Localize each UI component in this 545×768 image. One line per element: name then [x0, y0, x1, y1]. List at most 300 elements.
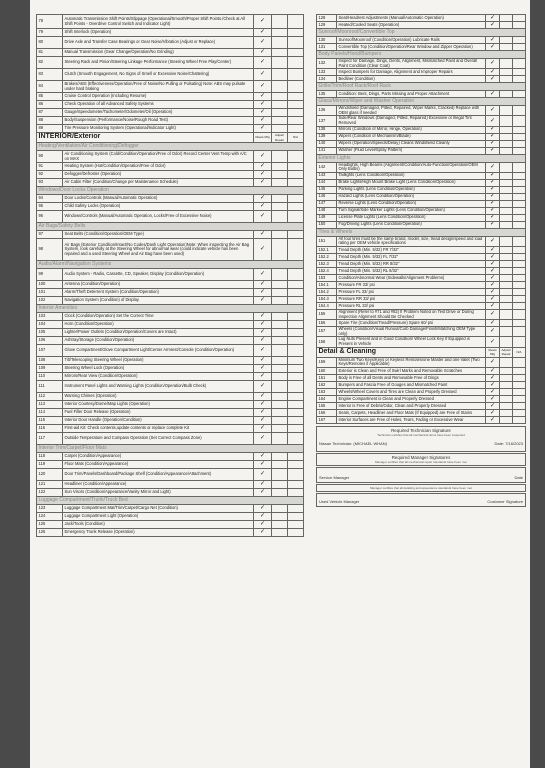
na-cell[interactable] — [288, 373, 304, 381]
adjust-repair-cell[interactable] — [500, 193, 513, 200]
meets-mfg-checkmark[interactable]: ✓ — [486, 367, 500, 374]
na-cell[interactable] — [513, 374, 526, 381]
adjust-repair-cell[interactable] — [500, 267, 513, 274]
na-cell[interactable] — [288, 239, 304, 261]
meets-mfg-checkmark[interactable]: ✓ — [486, 186, 500, 193]
meets-mfg-checkmark[interactable]: ✓ — [254, 425, 272, 433]
meets-mfg-checkmark[interactable]: ✓ — [254, 281, 272, 289]
na-cell[interactable] — [513, 193, 526, 200]
meets-mfg-checkmark[interactable]: ✓ — [254, 481, 272, 489]
meets-mfg-checkmark[interactable]: ✓ — [486, 320, 500, 327]
na-cell[interactable] — [513, 246, 526, 253]
adjust-repair-cell[interactable] — [500, 253, 513, 260]
na-cell[interactable] — [513, 267, 526, 274]
meets-mfg-checkmark[interactable]: ✓ — [254, 195, 272, 203]
meets-mfg-checkmark[interactable]: ✓ — [254, 69, 272, 81]
adjust-repair-cell[interactable] — [272, 15, 288, 29]
adjust-repair-cell[interactable] — [500, 162, 513, 172]
checklist-row — [37, 171, 304, 179]
adjust-repair-cell[interactable] — [272, 297, 288, 305]
meets-mfg-checkmark[interactable]: ✓ — [486, 267, 500, 274]
na-cell[interactable] — [513, 133, 526, 140]
na-cell[interactable] — [288, 321, 304, 329]
adjust-repair-cell[interactable] — [272, 505, 288, 513]
meets-mfg-checkmark[interactable]: ✓ — [486, 388, 500, 395]
meets-mfg-checkmark[interactable]: ✓ — [486, 200, 500, 207]
meets-mfg-checkmark[interactable]: ✓ — [486, 395, 500, 402]
meets-mfg-checkmark[interactable]: ✓ — [254, 337, 272, 345]
adjust-repair-cell[interactable] — [272, 489, 288, 497]
adjust-repair-cell[interactable] — [272, 329, 288, 337]
adjust-repair-cell[interactable] — [500, 221, 513, 228]
meets-mfg-checkmark[interactable]: ✓ — [254, 101, 272, 109]
adjust-repair-cell[interactable] — [500, 186, 513, 193]
adjust-repair-cell[interactable] — [500, 281, 513, 288]
adjust-repair-cell[interactable] — [272, 373, 288, 381]
adjust-repair-cell[interactable] — [500, 388, 513, 395]
meets-mfg-checkmark[interactable]: ✓ — [486, 147, 500, 154]
meets-mfg-checkmark[interactable]: ✓ — [254, 313, 272, 321]
meets-mfg-checkmark[interactable]: ✓ — [486, 106, 500, 116]
adjust-repair-cell[interactable] — [272, 57, 288, 69]
adjust-repair-cell[interactable] — [500, 381, 513, 388]
na-cell[interactable] — [288, 329, 304, 337]
adjust-repair-cell[interactable] — [272, 289, 288, 297]
na-cell[interactable] — [288, 513, 304, 521]
adjust-repair-cell[interactable] — [272, 469, 288, 481]
adjust-repair-cell[interactable] — [272, 461, 288, 469]
adjust-repair-cell[interactable] — [500, 374, 513, 381]
na-cell[interactable] — [513, 381, 526, 388]
adjust-repair-cell[interactable] — [500, 172, 513, 179]
adjust-repair-cell[interactable] — [272, 433, 288, 445]
meets-mfg-checkmark[interactable]: ✓ — [486, 133, 500, 140]
adjust-repair-cell[interactable] — [272, 151, 288, 163]
adjust-repair-cell[interactable] — [272, 101, 288, 109]
na-cell[interactable] — [513, 207, 526, 214]
meets-mfg-checkmark[interactable]: ✓ — [254, 521, 272, 529]
na-cell[interactable] — [513, 388, 526, 395]
adjust-repair-cell[interactable] — [500, 288, 513, 295]
na-cell[interactable] — [288, 231, 304, 239]
na-cell[interactable] — [513, 69, 526, 76]
na-cell[interactable] — [513, 44, 526, 51]
meets-mfg-checkmark[interactable]: ✓ — [254, 117, 272, 125]
na-cell[interactable] — [513, 302, 526, 309]
meets-mfg-checkmark[interactable]: ✓ — [486, 91, 500, 98]
meets-mfg-checkmark[interactable]: ✓ — [486, 309, 500, 319]
checklist-row — [37, 373, 304, 381]
meets-mfg-checkmark[interactable]: ✓ — [254, 365, 272, 373]
na-cell[interactable] — [288, 481, 304, 489]
na-cell[interactable] — [288, 49, 304, 57]
na-cell[interactable] — [288, 171, 304, 179]
adjust-repair-cell[interactable] — [272, 171, 288, 179]
meets-mfg-checkmark[interactable]: ✓ — [486, 327, 500, 337]
adjust-repair-cell[interactable] — [500, 395, 513, 402]
meets-mfg-checkmark[interactable]: ✓ — [254, 329, 272, 337]
na-cell[interactable] — [288, 195, 304, 203]
adjust-repair-cell[interactable] — [272, 409, 288, 417]
na-cell[interactable] — [513, 409, 526, 416]
checklist-row — [37, 49, 304, 57]
na-cell[interactable] — [288, 203, 304, 211]
na-cell[interactable] — [288, 69, 304, 81]
section-title: Sunroof/Moonroof/Convertible Top — [317, 29, 526, 37]
na-cell[interactable] — [513, 179, 526, 186]
meets-mfg-checkmark[interactable]: ✓ — [486, 253, 500, 260]
adjust-repair-cell[interactable] — [500, 320, 513, 327]
adjust-repair-cell[interactable] — [272, 195, 288, 203]
adjust-repair-cell[interactable] — [500, 59, 513, 69]
na-cell[interactable] — [513, 416, 526, 423]
adjust-repair-cell[interactable] — [272, 125, 288, 133]
na-cell[interactable] — [288, 521, 304, 529]
meets-mfg-checkmark[interactable]: ✓ — [486, 357, 500, 367]
na-cell[interactable] — [288, 461, 304, 469]
na-cell[interactable] — [288, 529, 304, 537]
meets-mfg-checkmark[interactable]: ✓ — [486, 281, 500, 288]
adjust-repair-cell[interactable] — [500, 327, 513, 337]
meets-mfg-checkmark[interactable]: ✓ — [254, 393, 272, 401]
meets-mfg-checkmark[interactable]: ✓ — [254, 453, 272, 461]
adjust-repair-cell[interactable] — [500, 409, 513, 416]
adjust-repair-cell[interactable] — [272, 49, 288, 57]
meets-mfg-checkmark[interactable]: ✓ — [486, 302, 500, 309]
na-cell[interactable] — [288, 453, 304, 461]
meets-mfg-checkmark[interactable]: ✓ — [254, 289, 272, 297]
adjust-repair-cell[interactable] — [500, 236, 513, 246]
na-cell[interactable] — [288, 269, 304, 281]
adjust-repair-cell[interactable] — [500, 126, 513, 133]
adjust-repair-cell[interactable] — [500, 274, 513, 281]
adjust-repair-cell[interactable] — [500, 309, 513, 319]
na-cell[interactable] — [513, 337, 526, 347]
adjust-repair-cell[interactable] — [500, 200, 513, 207]
na-cell[interactable] — [513, 200, 526, 207]
adjust-repair-cell[interactable] — [272, 381, 288, 393]
na-cell[interactable] — [288, 393, 304, 401]
na-cell[interactable] — [513, 37, 526, 44]
adjust-repair-cell[interactable] — [272, 417, 288, 425]
adjust-repair-cell[interactable] — [272, 529, 288, 537]
adjust-repair-cell[interactable] — [500, 44, 513, 51]
meets-mfg-checkmark[interactable]: ✓ — [486, 126, 500, 133]
na-cell[interactable] — [513, 162, 526, 172]
meets-mfg-checkmark[interactable]: ✓ — [486, 381, 500, 388]
adjust-repair-cell[interactable] — [272, 357, 288, 365]
meets-mfg-checkmark[interactable]: ✓ — [486, 402, 500, 409]
adjust-repair-cell[interactable] — [272, 401, 288, 409]
meets-mfg-checkmark[interactable]: ✓ — [254, 151, 272, 163]
na-cell[interactable] — [513, 106, 526, 116]
na-cell[interactable] — [288, 151, 304, 163]
meets-mfg-checkmark[interactable]: ✓ — [254, 345, 272, 357]
meets-mfg-checkmark[interactable]: ✓ — [486, 214, 500, 221]
na-cell[interactable] — [513, 214, 526, 221]
meets-mfg-checkmark[interactable]: ✓ — [254, 211, 272, 223]
na-cell[interactable] — [288, 409, 304, 417]
meets-mfg-checkmark[interactable]: ✓ — [254, 37, 272, 49]
meets-mfg-checkmark[interactable]: ✓ — [254, 489, 272, 497]
na-cell[interactable] — [513, 309, 526, 319]
na-cell[interactable] — [288, 211, 304, 223]
item-number: 96 — [37, 211, 63, 223]
meets-mfg-checkmark[interactable]: ✓ — [254, 269, 272, 281]
adjust-repair-cell[interactable] — [272, 481, 288, 489]
item-description: Clock (Condition/Operation) Set the Correct Time — [63, 313, 254, 321]
meets-mfg-checkmark[interactable]: ✓ — [254, 239, 272, 261]
na-cell[interactable] — [513, 15, 526, 22]
na-cell[interactable] — [288, 125, 304, 133]
meets-mfg-checkmark[interactable]: ✓ — [254, 513, 272, 521]
na-cell[interactable] — [513, 367, 526, 374]
na-cell[interactable] — [288, 489, 304, 497]
meets-mfg-checkmark[interactable]: ✓ — [254, 433, 272, 445]
adjust-repair-cell[interactable] — [500, 214, 513, 221]
meets-mfg-checkmark[interactable]: ✓ — [486, 295, 500, 302]
meets-mfg-checkmark[interactable]: ✓ — [254, 81, 272, 93]
meets-mfg-checkmark[interactable]: ✓ — [486, 172, 500, 179]
na-cell[interactable] — [288, 313, 304, 321]
meets-mfg-checkmark[interactable]: ✓ — [254, 381, 272, 393]
meets-mfg-checkmark[interactable]: ✓ — [486, 44, 500, 51]
adjust-repair-cell[interactable] — [500, 22, 513, 29]
manager-signature-title: Required Manager Signatures — [391, 454, 451, 460]
meets-mfg-checkmark[interactable]: ✓ — [486, 15, 500, 22]
meets-mfg-checkmark[interactable]: ✓ — [486, 22, 500, 29]
na-cell[interactable] — [513, 172, 526, 179]
na-cell[interactable] — [513, 140, 526, 147]
na-cell[interactable] — [288, 505, 304, 513]
item-description: Tire Pressure Monitoring System (Operational/Indicator Light) — [63, 125, 254, 133]
adjust-repair-cell[interactable] — [500, 260, 513, 267]
na-cell[interactable] — [288, 57, 304, 69]
adjust-repair-cell[interactable] — [500, 179, 513, 186]
adjust-repair-cell[interactable] — [272, 513, 288, 521]
adjust-repair-cell[interactable] — [500, 140, 513, 147]
meets-mfg-checkmark[interactable]: ✓ — [254, 163, 272, 171]
adjust-repair-cell[interactable] — [500, 133, 513, 140]
item-description: Seats, Carpets, Headliner and Floor Mats (If Equipped) are Free of Stains — [337, 409, 486, 416]
na-cell[interactable] — [288, 337, 304, 345]
item-description: Cruise Control Operation (Including Resume) — [63, 93, 254, 101]
adjust-repair-cell[interactable] — [272, 425, 288, 433]
adjust-repair-cell[interactable] — [500, 246, 513, 253]
na-cell[interactable] — [288, 357, 304, 365]
adjust-repair-cell[interactable] — [272, 37, 288, 49]
na-cell[interactable] — [288, 101, 304, 109]
meets-mfg-checkmark[interactable]: ✓ — [486, 416, 500, 423]
na-cell[interactable] — [288, 425, 304, 433]
na-cell[interactable] — [513, 147, 526, 154]
meets-mfg-checkmark[interactable]: ✓ — [486, 409, 500, 416]
meets-mfg-checkmark[interactable]: ✓ — [486, 246, 500, 253]
na-cell[interactable] — [513, 253, 526, 260]
adjust-repair-cell[interactable] — [500, 91, 513, 98]
adjust-repair-cell[interactable] — [500, 357, 513, 367]
meets-mfg-checkmark[interactable]: ✓ — [254, 297, 272, 305]
na-cell[interactable] — [513, 116, 526, 126]
adjust-repair-cell[interactable] — [272, 29, 288, 37]
meets-mfg-checkmark[interactable]: ✓ — [486, 221, 500, 228]
meets-mfg-checkmark[interactable]: ✓ — [254, 29, 272, 37]
meets-mfg-checkmark[interactable]: ✓ — [486, 193, 500, 200]
meets-mfg-checkmark[interactable]: ✓ — [486, 179, 500, 186]
adjust-repair-cell[interactable] — [500, 147, 513, 154]
item-number: 154.3 — [317, 295, 337, 302]
meets-mfg-checkmark[interactable]: ✓ — [254, 357, 272, 365]
na-cell[interactable] — [288, 109, 304, 117]
na-cell[interactable] — [513, 327, 526, 337]
meets-mfg-checkmark[interactable]: ✓ — [486, 59, 500, 69]
adjust-repair-cell[interactable] — [500, 416, 513, 423]
meets-mfg-checkmark[interactable]: ✓ — [254, 505, 272, 513]
adjust-repair-cell[interactable] — [272, 521, 288, 529]
adjust-repair-cell[interactable] — [500, 37, 513, 44]
adjust-repair-cell[interactable] — [272, 365, 288, 373]
meets-mfg-checkmark[interactable]: ✓ — [254, 125, 272, 133]
meets-mfg-checkmark[interactable]: ✓ — [486, 236, 500, 246]
na-cell[interactable] — [513, 59, 526, 69]
na-cell[interactable] — [513, 295, 526, 302]
adjust-repair-cell[interactable] — [500, 402, 513, 409]
na-cell[interactable] — [288, 163, 304, 171]
meets-mfg-checkmark[interactable]: ✓ — [254, 15, 272, 29]
na-cell[interactable] — [288, 345, 304, 357]
na-cell[interactable] — [513, 91, 526, 98]
meets-mfg-checkmark[interactable]: ✓ — [486, 337, 500, 347]
adjust-repair-cell[interactable] — [272, 81, 288, 93]
meets-mfg-checkmark[interactable]: ✓ — [486, 37, 500, 44]
na-cell[interactable] — [288, 37, 304, 49]
meets-mfg-checkmark[interactable]: ✓ — [486, 374, 500, 381]
meets-mfg-checkmark[interactable]: ✓ — [254, 57, 272, 69]
meets-mfg-checkmark[interactable]: ✓ — [254, 203, 272, 211]
na-cell[interactable] — [513, 236, 526, 246]
meets-mfg-checkmark[interactable]: ✓ — [254, 171, 272, 179]
meets-mfg-checkmark[interactable]: ✓ — [254, 417, 272, 425]
adjust-repair-cell[interactable] — [272, 321, 288, 329]
item-number: 104 — [37, 321, 63, 329]
adjust-repair-cell[interactable] — [500, 106, 513, 116]
adjust-repair-cell[interactable] — [272, 313, 288, 321]
adjust-repair-cell[interactable] — [500, 69, 513, 76]
adjust-repair-cell[interactable] — [272, 109, 288, 117]
meets-mfg-checkmark[interactable]: ✓ — [486, 274, 500, 281]
adjust-repair-cell[interactable] — [272, 337, 288, 345]
na-cell[interactable] — [513, 281, 526, 288]
adjust-repair-cell[interactable] — [272, 269, 288, 281]
meets-mfg-checkmark[interactable]: ✓ — [254, 109, 272, 117]
manager-signature-header — [316, 453, 526, 466]
adjust-repair-cell[interactable] — [272, 453, 288, 461]
meets-mfg-checkmark[interactable]: ✓ — [254, 373, 272, 381]
na-cell[interactable] — [513, 357, 526, 367]
adjust-repair-cell[interactable] — [272, 163, 288, 171]
adjust-repair-cell[interactable] — [500, 76, 513, 83]
adjust-repair-cell[interactable] — [500, 337, 513, 347]
item-number: 134 — [317, 76, 337, 83]
na-cell[interactable] — [288, 93, 304, 101]
na-cell[interactable] — [288, 81, 304, 93]
na-cell[interactable] — [513, 22, 526, 29]
na-cell[interactable] — [513, 274, 526, 281]
adjust-repair-cell[interactable] — [272, 117, 288, 125]
na-cell[interactable] — [288, 281, 304, 289]
adjust-repair-cell[interactable] — [500, 302, 513, 309]
meets-mfg-checkmark[interactable]: ✓ — [254, 49, 272, 57]
adjust-repair-cell[interactable] — [500, 116, 513, 126]
meets-mfg-checkmark[interactable]: ✓ — [254, 469, 272, 481]
meets-mfg-checkmark[interactable]: ✓ — [254, 231, 272, 239]
na-cell[interactable] — [288, 15, 304, 29]
adjust-repair-cell[interactable] — [272, 239, 288, 261]
na-cell[interactable] — [513, 221, 526, 228]
na-cell[interactable] — [288, 417, 304, 425]
na-cell[interactable] — [288, 381, 304, 393]
meets-mfg-checkmark[interactable]: ✓ — [486, 140, 500, 147]
na-cell[interactable] — [513, 186, 526, 193]
na-cell[interactable] — [288, 179, 304, 187]
na-cell[interactable] — [513, 260, 526, 267]
na-cell[interactable] — [513, 288, 526, 295]
adjust-repair-cell[interactable] — [272, 393, 288, 401]
na-cell[interactable] — [288, 365, 304, 373]
meets-mfg-checkmark[interactable]: ✓ — [254, 409, 272, 417]
na-cell[interactable] — [513, 395, 526, 402]
na-cell[interactable] — [513, 320, 526, 327]
adjust-repair-cell[interactable] — [272, 231, 288, 239]
meets-mfg-checkmark[interactable]: ✓ — [254, 529, 272, 537]
adjust-repair-cell[interactable] — [500, 15, 513, 22]
na-cell[interactable] — [513, 126, 526, 133]
adjust-repair-cell[interactable] — [272, 281, 288, 289]
adjust-repair-cell[interactable] — [272, 211, 288, 223]
na-cell[interactable] — [288, 401, 304, 409]
adjust-repair-cell[interactable] — [500, 367, 513, 374]
na-cell[interactable] — [288, 469, 304, 481]
na-cell[interactable] — [288, 297, 304, 305]
adjust-repair-cell[interactable] — [272, 203, 288, 211]
meets-mfg-checkmark[interactable]: ✓ — [254, 461, 272, 469]
meets-mfg-checkmark[interactable]: ✓ — [254, 401, 272, 409]
meets-mfg-checkmark[interactable]: ✓ — [486, 162, 500, 172]
meets-mfg-checkmark[interactable]: ✓ — [254, 179, 272, 187]
meets-mfg-checkmark[interactable]: ✓ — [254, 321, 272, 329]
meets-mfg-checkmark[interactable]: ✓ — [254, 93, 272, 101]
na-cell[interactable] — [288, 289, 304, 297]
na-cell[interactable] — [288, 117, 304, 125]
adjust-repair-cell[interactable] — [272, 179, 288, 187]
na-cell[interactable] — [288, 433, 304, 445]
adjust-repair-cell[interactable] — [272, 345, 288, 357]
meets-mfg-checkmark[interactable]: ✓ — [486, 207, 500, 214]
meets-mfg-checkmark[interactable]: ✓ — [486, 260, 500, 267]
meets-mfg-checkmark[interactable]: ✓ — [486, 288, 500, 295]
na-cell[interactable] — [288, 29, 304, 37]
adjust-repair-cell[interactable] — [500, 295, 513, 302]
na-cell[interactable] — [513, 76, 526, 83]
meets-mfg-checkmark[interactable]: ✓ — [486, 116, 500, 126]
category-header — [317, 347, 526, 357]
adjust-repair-cell[interactable] — [272, 69, 288, 81]
meets-mfg-checkmark[interactable]: ✓ — [486, 69, 500, 76]
na-cell[interactable] — [513, 402, 526, 409]
adjust-repair-cell[interactable] — [500, 207, 513, 214]
adjust-repair-cell[interactable] — [272, 93, 288, 101]
meets-mfg-checkmark[interactable]: ✓ — [486, 76, 500, 83]
